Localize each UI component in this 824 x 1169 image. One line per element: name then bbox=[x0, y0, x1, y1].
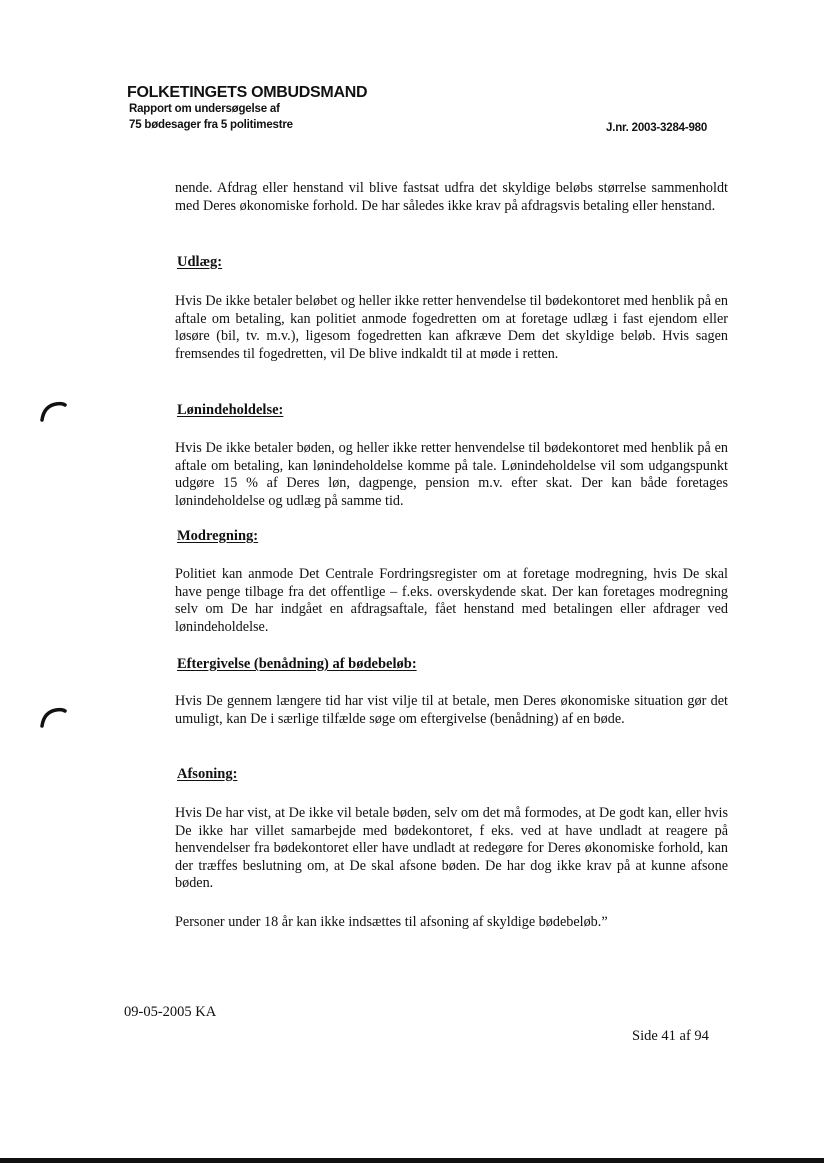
journal-number: J.nr. 2003-3284-980 bbox=[606, 122, 708, 134]
closing-paragraph: Personer under 18 år kan ikke indsættes til afsoning af skyldige bødebeløb.” bbox=[175, 914, 608, 930]
section-heading-loenindeholdelse: Lønindeholdelse: bbox=[177, 402, 284, 418]
footer-date: 09-05-2005 KA bbox=[124, 1004, 217, 1020]
section-heading-udlaeg: Udlæg: bbox=[177, 254, 223, 270]
section-text-udlaeg: Hvis De ikke betaler beløbet og heller ikke retter henvendelse til bødekontoret med henblik på en aftale om betaling, kan politiet anmode fogedretten om at foretage udlæg i fast ejendom eller løsøre (bil, tv. m.v.), ligesom fogedretten kan afkræve Dem det skyldige beløb. Hvis sagen fremsendes til fogedretten, vil De blive indkaldt til at møde i retten. bbox=[175, 293, 728, 362]
bottom-rule bbox=[0, 1158, 824, 1163]
section-heading-eftergivelse: Eftergivelse (benådning) af bødebeløb: bbox=[177, 656, 417, 672]
report-authority-title: FOLKETINGETS OMBUDSMAND bbox=[127, 84, 368, 101]
report-subtitle-line-1: Rapport om undersøgelse af bbox=[129, 103, 280, 115]
section-text-eftergivelse: Hvis De gennem længere tid har vist vilje til at betale, men Deres økonomiske situation gør det umuligt, kan De i særlige tilfælde søge om eftergivelse (benådning) af en bøde. bbox=[175, 693, 728, 727]
section-heading-afsoning: Afsoning: bbox=[177, 766, 238, 782]
page-number: Side 41 af 94 bbox=[632, 1028, 709, 1044]
section-text-loenindeholdelse: Hvis De ikke betaler bøden, og heller ikke retter henvendelse til bødekontoret med henblik på en aftale om betaling, kan lønindeholdelse komme på tale. Lønindeholdelse vil som udgangspunkt udgøre 15 % af Deres løn, dagpenge, pension m.v. efter skat. Der kan både foretages lønindeholdelse og udlæg på samme tid. bbox=[175, 440, 728, 509]
margin-pen-mark bbox=[38, 400, 68, 422]
section-text-afsoning: Hvis De har vist, at De ikke vil betale bøden, selv om det må formodes, at De godt kan, eller hvis De ikke har villet samarbejde med bødekontoret, f eks. ved at have undladt at reagere på henvendelser fra bødekontoret eller have undladt at redegøre for Deres økonomiske forhold, kan der træffes beslutning om, at De skal afsone bøden. De har dog ikke krav på at kunne afsone bøden. bbox=[175, 805, 728, 891]
section-heading-modregning: Modregning: bbox=[177, 528, 259, 544]
report-subtitle-line-2: 75 bødesager fra 5 politimestre bbox=[129, 119, 293, 131]
margin-pen-mark bbox=[38, 706, 68, 728]
section-text-modregning: Politiet kan anmode Det Centrale Fordringsregister om at foretage modregning, hvis De skal have penge tilbage fra det offentlige – f.eks. overskydende skat. Der kan foretages modregning selv om De har indgået en afdragsaftale, fået henstand med betalingen eller afdrager ved lønindeholdelse. bbox=[175, 566, 728, 635]
intro-paragraph: nende. Afdrag eller henstand vil blive fastsat udfra det skyldige beløbs størrelse sammenholdt med Deres økonomiske forhold. De har således ikke krav på afdragsvis betaling eller henstand. bbox=[175, 180, 728, 214]
